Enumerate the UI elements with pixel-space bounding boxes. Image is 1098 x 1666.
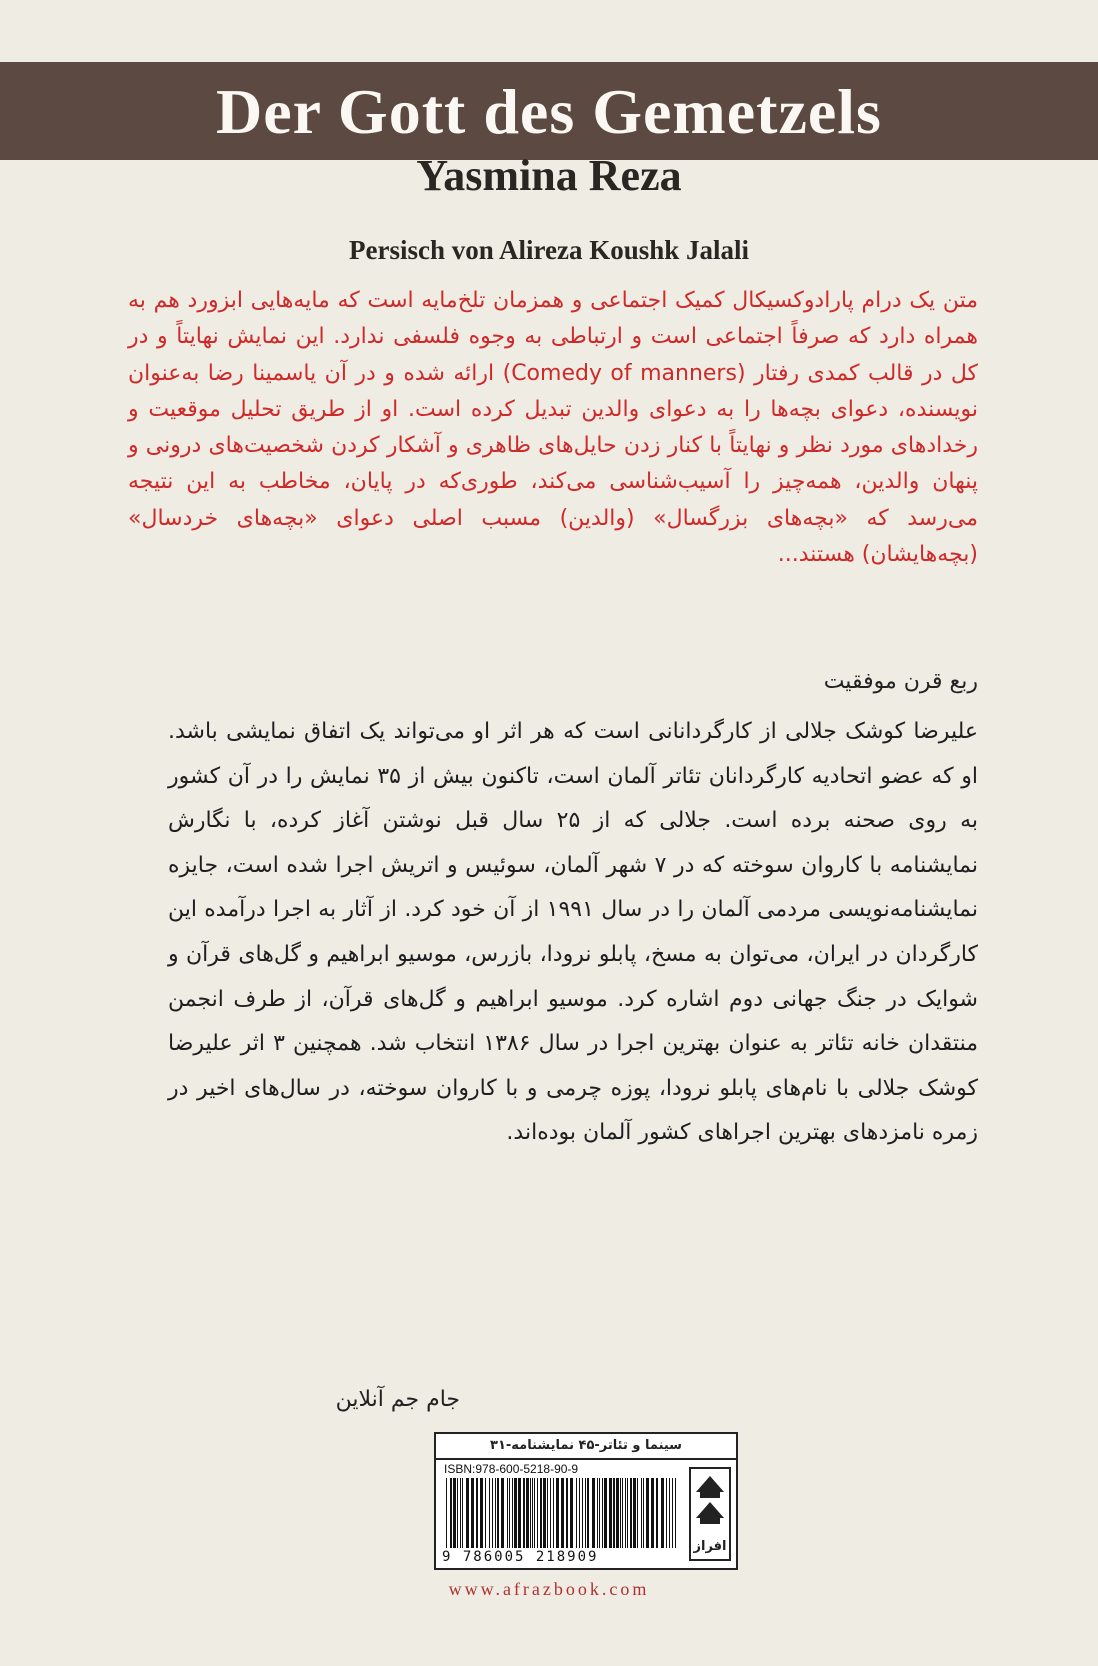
synopsis-text: متن یک درام پارادوکسیکال کمیک اجتماعی و همزمان تلخ‌مایه است که مایه‌هایی ابزورد هم به همراه دارد که صرفاً اجتماعی است و ارتباطی به وجوه فلسفی ندارد. این نمایش نهایتاً و در کل در قالب کمدی رفتار (Comedy of manners) ارائه شده و در آن یاسمینا رضا به‌عنوان نویسنده، دعوای بچه‌ها را به دعوای والدین تبدیل کرده است. او از طریق تحلیل موقعیت و رخدادهای مورد نظر و نهایتاً با کنار زدن حایل‌های ظاهری و آشکار کردن شخصیت‌های درونی و پنهان والدین، همه‌چیز را آسیب‌شناسی می‌کند، طوری‌که در پایان، مخاطب به این نتیجه می‌رسد که «بچه‌های بزرگسال» (والدین) مسبب اصلی دعوای «بچه‌های خردسال» (بچه‌هایشان) هستند... (128, 288, 978, 568)
bio-block (168, 710, 978, 1156)
barcode-bar (480, 1478, 483, 1548)
barcode-bar (643, 1478, 644, 1548)
barcode-bar (672, 1478, 673, 1548)
barcode-bar (604, 1478, 607, 1548)
barcode-bar (466, 1478, 469, 1548)
barcode-bar (616, 1478, 619, 1548)
source-credit: جام جم آنلاین (335, 1387, 460, 1412)
barcode-bar (561, 1478, 564, 1548)
barcode-bar (637, 1478, 638, 1548)
barcode-bar (497, 1478, 499, 1548)
barcode-bar (512, 1478, 513, 1548)
barcode-bar (592, 1478, 595, 1548)
barcode-bar (537, 1478, 538, 1548)
barcode-bar (633, 1478, 636, 1548)
barcode-bar (550, 1478, 551, 1548)
barcode-bar (501, 1478, 504, 1548)
barcode-bar (585, 1478, 586, 1548)
barcode-bar (656, 1478, 658, 1548)
barcode-bar (666, 1478, 667, 1548)
barcode-bar (547, 1478, 548, 1548)
barcode-bar (489, 1478, 490, 1548)
barcode-bar (576, 1478, 577, 1548)
barcode-bar (460, 1478, 461, 1548)
barcode-bar (556, 1478, 559, 1548)
barcode-bar (651, 1478, 654, 1548)
synopsis-block (128, 283, 978, 573)
barcode-bar (530, 1478, 531, 1548)
barcode-bar (476, 1478, 478, 1548)
bio-heading: ربع قرن موفقیت (823, 669, 978, 694)
barcode-box (434, 1432, 738, 1570)
barcode-bar (627, 1478, 628, 1548)
barcode-bar (462, 1478, 463, 1548)
barcode-bar (599, 1478, 600, 1548)
barcode-bar (579, 1478, 580, 1548)
barcode-bar (597, 1478, 598, 1548)
publisher-logo-icon (688, 1466, 732, 1562)
isbn-label: ISBN:978-600-5218-90-9 (444, 1462, 579, 1476)
barcode-bar (485, 1478, 486, 1548)
barcode-bar (609, 1478, 612, 1548)
translator-credit: Persisch von Alireza Koushk Jalali (348, 235, 750, 265)
barcode-bar (625, 1478, 626, 1548)
barcode-bar (540, 1478, 542, 1548)
publisher-logo-text: افراز (693, 1539, 727, 1554)
barcode-bar (526, 1478, 529, 1548)
barcode-bar (630, 1478, 632, 1548)
barcode-bar (471, 1478, 474, 1548)
barcode-bar (566, 1478, 568, 1548)
barcode-digits: 9 786005 218909 (442, 1549, 599, 1565)
barcode-bar (622, 1478, 623, 1548)
author-name: Yasmina Reza (416, 151, 682, 200)
barcode-bar (669, 1478, 670, 1548)
barcode-bar (646, 1478, 649, 1548)
barcode-bar (534, 1478, 535, 1548)
barcode-bar (570, 1478, 573, 1548)
barcode-bar (532, 1478, 533, 1548)
barcode-bar (492, 1478, 493, 1548)
barcode-bar (450, 1478, 452, 1548)
barcode-bar (587, 1478, 589, 1548)
barcode-bar (523, 1478, 525, 1548)
barcode-bar (553, 1478, 554, 1548)
barcode-bar (675, 1478, 676, 1548)
barcode-bar (453, 1478, 456, 1548)
barcode-bar (582, 1478, 583, 1548)
barcode-bar (602, 1478, 603, 1548)
publisher-website: www.afrazbook.com (448, 1579, 650, 1599)
barcode-image (442, 1478, 682, 1548)
bio-text: علیرضا کوشک جلالی از کارگردانانی است که هر اثر او می‌تواند یک اتفاق نمایشی باشد. او که عضو اتحادیه کارگردانان تئاتر آلمان است، تاکنون بیش از ۳۵ نمایش را در آن کشور به روی صحنه برده است. جلالی که از ۲۵ سال قبل نوشتن آغاز کرده، با نگارش نمایشنامه با کاروان سوخته که در ۷ شهر آلمان، سوئیس و اتریش اجرا شده است، جایزه نمایشنامه‌نویسی مردمی آلمان را در سال ۱۹۹۱ از آن خود کرد. از آثار به اجرا درآمده این کارگردان در ایران، می‌توان به مسخ، پابلو نرودا، بازرس، موسیو ابراهیم و گل‌های قرآن و شوایک در جنگ جهانی دوم اشاره کرد. موسیو ابراهیم و گل‌های قرآن، از طرف انجمن منتقدان خانه تئاتر به عنوان بهترین اجرا در سال ۱۳۸۶ انتخاب شد. همچنین ۳ اثر علیرضا کوشک جلالی با نام‌های پابلو نرودا، پوزه چرمی و با کاروان سوخته، در سال‌های اخیر در زمره نامزدهای بهترین اجراهای کشور آلمان بوده‌اند. (168, 719, 979, 1146)
barcode-bar (620, 1478, 621, 1548)
barcode-bar (661, 1478, 664, 1548)
barcode-bar (509, 1478, 510, 1548)
book-title: Der Gott des Gemetzels (216, 76, 882, 147)
barcode-bar (641, 1478, 642, 1548)
barcode-bar (457, 1478, 458, 1548)
barcode-bar (446, 1478, 447, 1548)
barcode-bar (543, 1478, 546, 1548)
barcode-bar (514, 1478, 517, 1548)
barcode-bar (518, 1478, 521, 1548)
series-label: سینما و تئاتر-۴۵ نمایشنامه-۳۱ (436, 1434, 736, 1460)
barcode-bar (507, 1478, 508, 1548)
barcode-bar (613, 1478, 615, 1548)
barcode-bar (495, 1478, 496, 1548)
